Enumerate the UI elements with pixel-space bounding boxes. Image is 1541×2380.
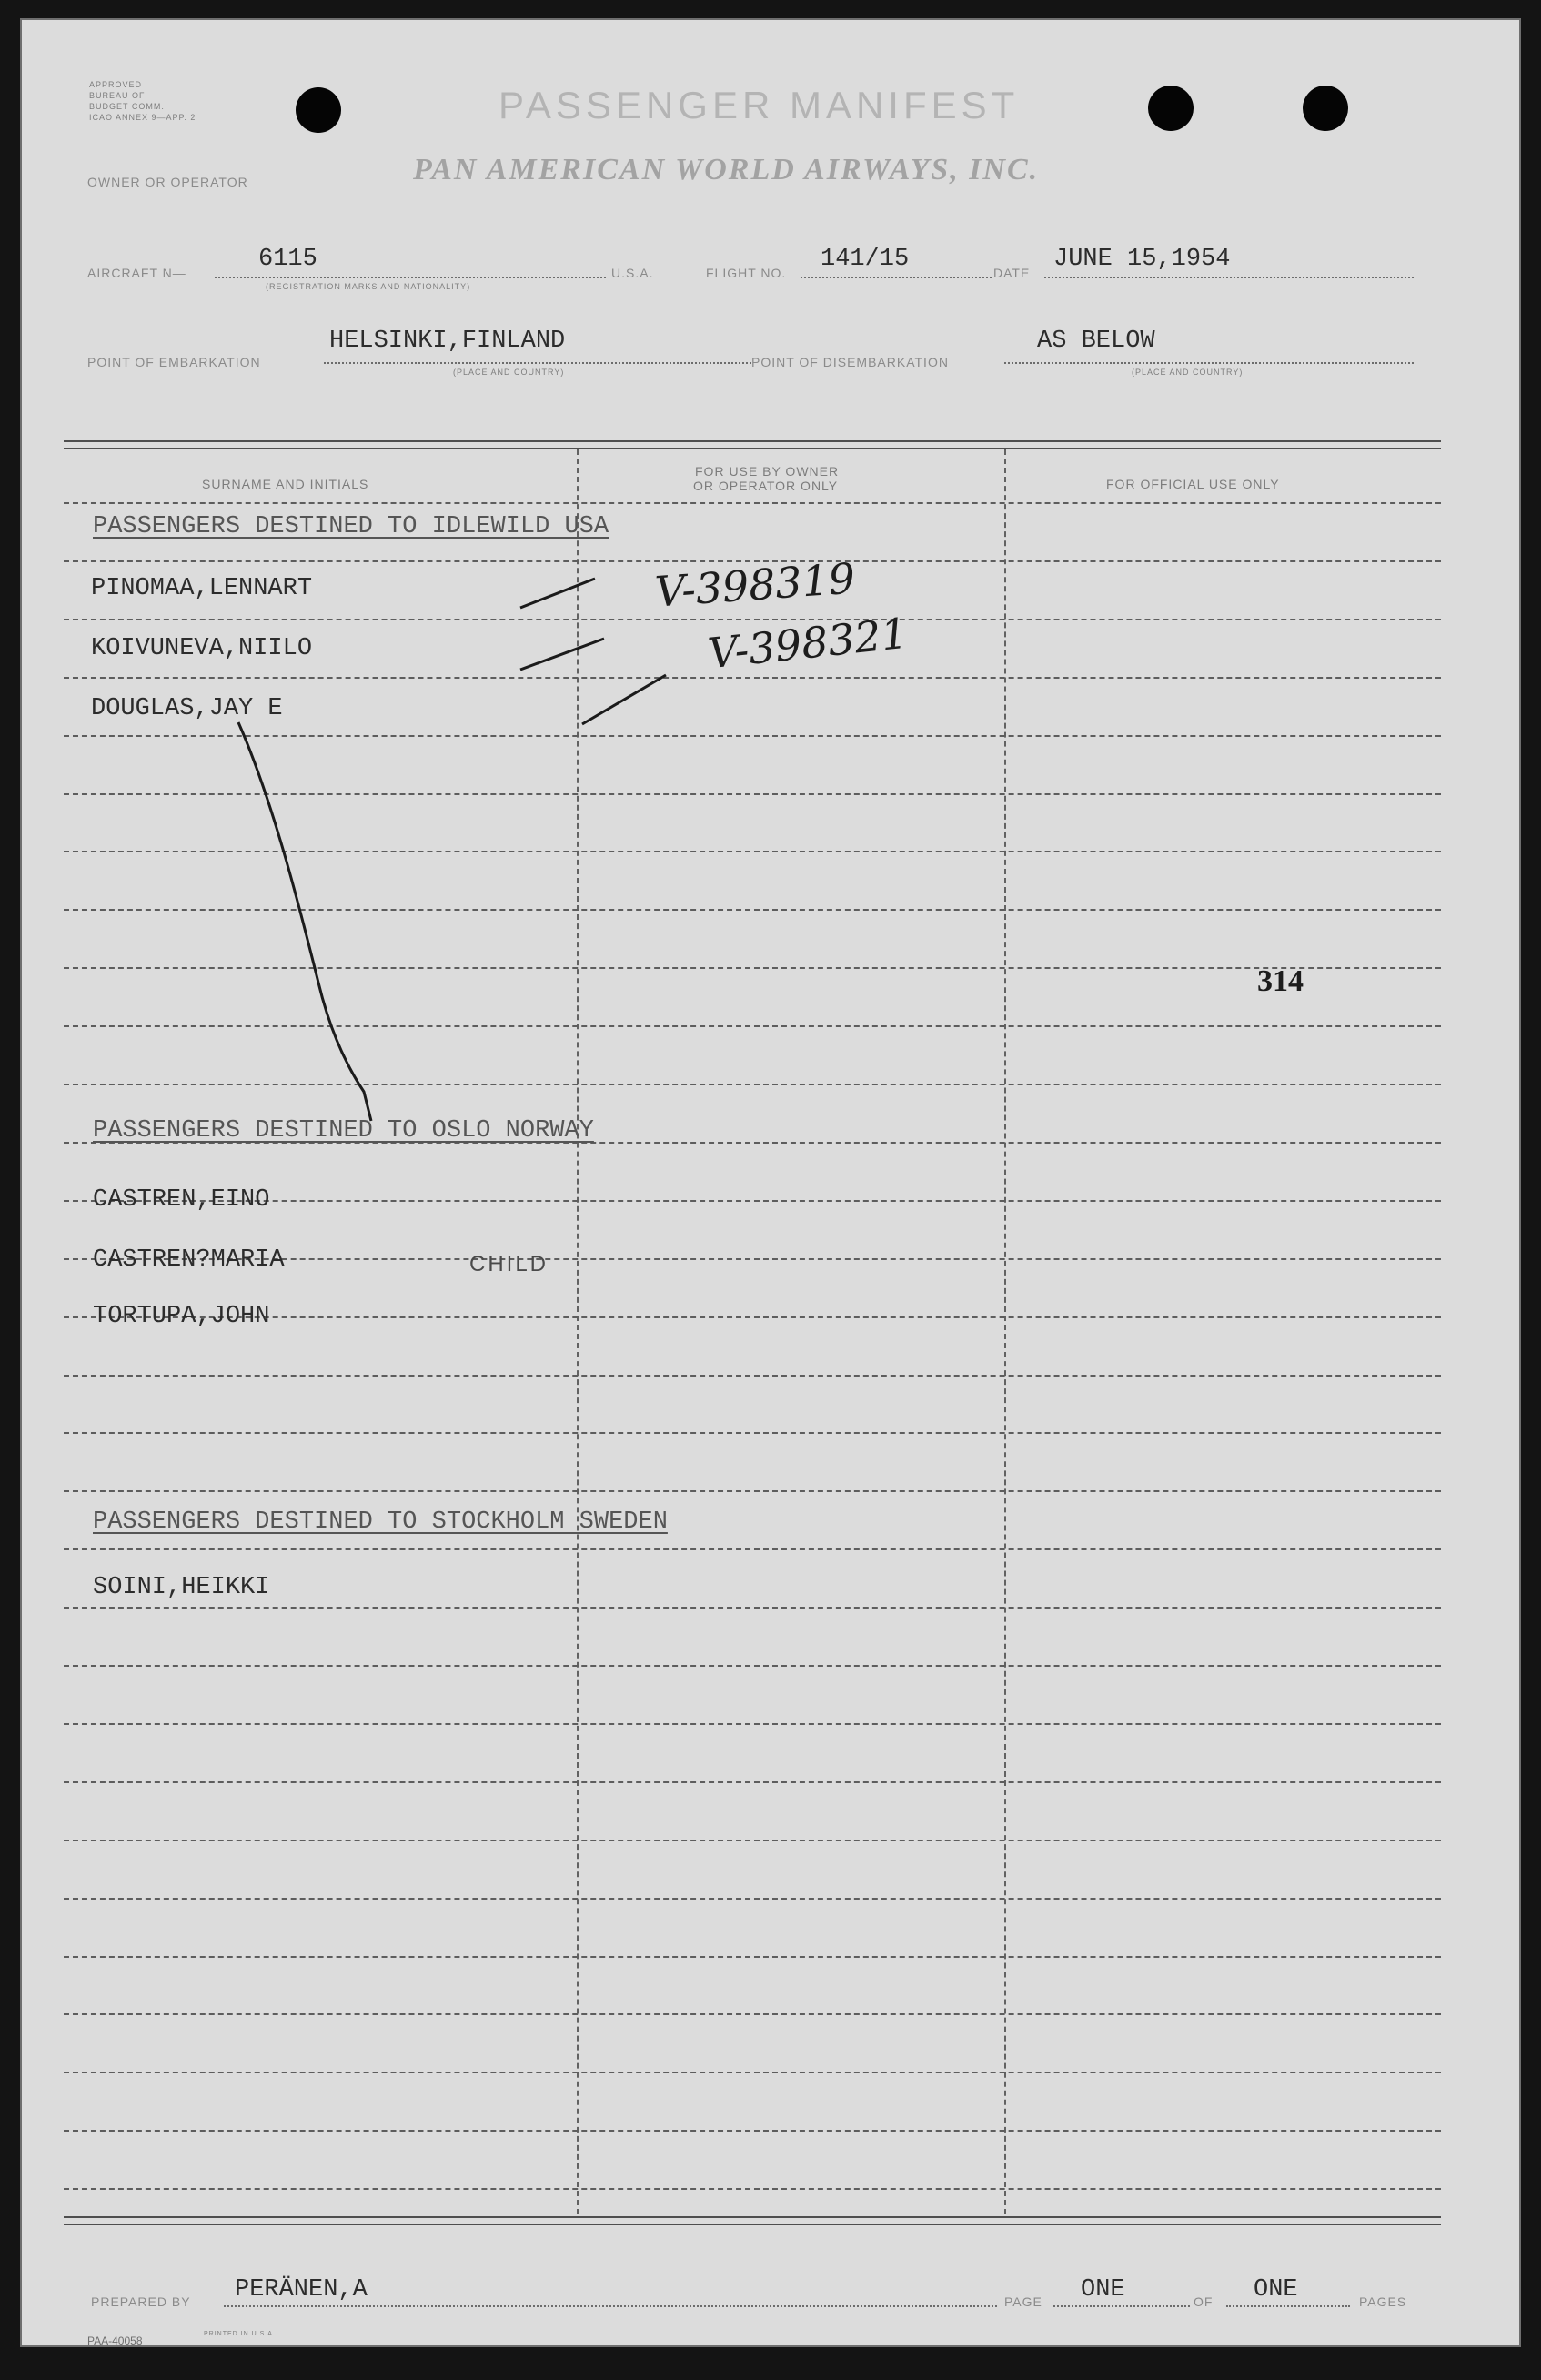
group-heading-oslo: PASSENGERS DESTINED TO OSLO NORWAY [93,1117,594,1145]
column-head-official: FOR OFFICIAL USE ONLY [1106,477,1280,491]
visa-number-1: V-398319 [653,553,857,617]
disembark-hint: (PLACE AND COUNTRY) [1132,368,1244,377]
of-field-line [1226,2305,1350,2307]
visa-number-2: V-398321 [705,608,911,679]
owner-label: OWNER OR OPERATOR [87,175,248,189]
pages-label: PAGES [1359,2294,1407,2309]
group-heading-idlewild: PASSENGERS DESTINED TO IDLEWILD USA [93,513,609,540]
approval-line-1: APPROVED [89,80,143,89]
approval-line-3: BUDGET COMM. [89,102,165,111]
column-head-owner-use-1: FOR USE BY OWNER [695,464,840,479]
of-value: ONE [1254,2276,1298,2304]
table-bottom-rule-1 [64,2216,1441,2218]
approval-line-4: ICAO ANNEX 9—APP. 2 [89,113,196,122]
pen-stroke-1 [520,579,595,608]
date-label: DATE [993,266,1031,280]
form-title: PASSENGER MANIFEST [499,84,1020,126]
prepared-label: PREPARED BY [91,2294,191,2309]
of-label: OF [1194,2294,1214,2309]
form-code: PAA-40058 [87,2335,143,2347]
passenger-row: KOIVUNEVA,NIILO [91,635,313,662]
aircraft-label: AIRCRAFT N— [87,266,186,280]
approval-line-2: BUREAU OF [89,91,146,100]
passenger-row: CASTREN?MARIA [93,1246,285,1274]
printed-note: PRINTED IN U.S.A. [204,2331,276,2337]
page-field-line [1053,2305,1190,2307]
passenger-row: TORTUPA,JOHN [93,1303,270,1330]
child-note: CHILD [469,1252,549,1276]
passenger-row: DOUGLAS,JAY E [91,695,283,722]
column-head-owner-use-2: OR OPERATOR ONLY [693,479,839,493]
passenger-row: CASTREN,EINO [93,1186,270,1214]
aircraft-number: 6115 [258,246,317,273]
group-heading-stockholm: PASSENGERS DESTINED TO STOCKHOLM SWEDEN [93,1508,668,1536]
official-number: 314 [1257,964,1304,998]
flight-number: 141/15 [821,246,910,273]
date-value: JUNE 15,1954 [1053,246,1231,273]
embark-label: POINT OF EMBARKATION [87,355,261,369]
disembark-value: AS BELOW [1037,328,1155,355]
embark-hint: (PLACE AND COUNTRY) [453,368,565,377]
passenger-row: SOINI,HEIKKI [93,1574,270,1601]
column-head-surname: SURNAME AND INITIALS [202,477,369,491]
passenger-row: PINOMAA,LENNART [91,575,313,602]
aircraft-hint: (REGISTRATION MARKS AND NATIONALITY) [266,282,471,291]
flight-label: FLIGHT NO. [706,266,787,280]
page-label: PAGE [1004,2294,1042,2309]
usa-label: U.S.A. [611,266,654,280]
airline-name: PAN AMERICAN WORLD AIRWAYS, INC. [413,153,1040,187]
disembark-label: POINT OF DISEMBARKATION [751,355,949,369]
embark-value: HELSINKI,FINLAND [329,328,566,355]
prepared-field-line [224,2305,997,2307]
prepared-by: PERÄNEN,A [235,2276,368,2304]
table-bottom-rule-2 [64,2224,1441,2225]
page-value: ONE [1081,2276,1125,2304]
pen-bracket-line [238,722,371,1121]
pen-stroke-3 [582,675,666,724]
pen-stroke-2 [520,639,604,670]
